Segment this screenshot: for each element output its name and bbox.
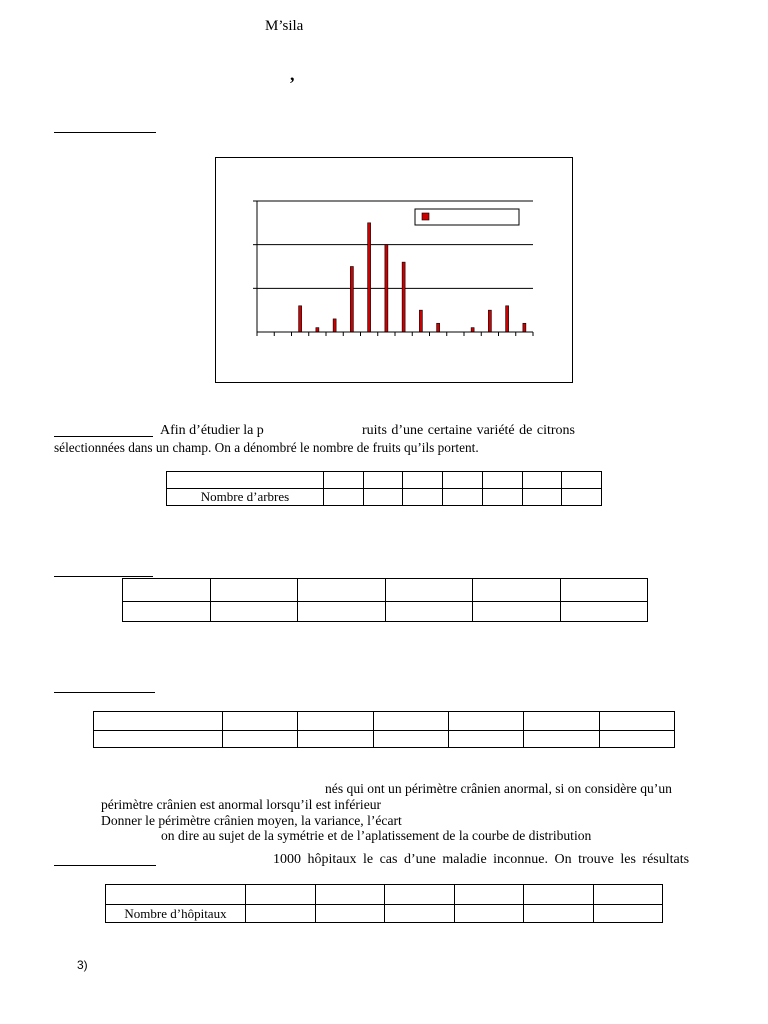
chart-bar	[350, 267, 353, 333]
table-row	[106, 885, 663, 905]
chart-bar	[402, 262, 405, 332]
table-cell	[443, 489, 483, 506]
table-cell	[385, 579, 473, 602]
legend-swatch	[422, 213, 429, 220]
table-cell	[593, 905, 663, 923]
chart-bar	[488, 310, 491, 332]
exercise-4-line4: on dire au sujet de la symétrie et de l’aplatissement de la courbe de distribution	[161, 828, 592, 843]
table-cell	[123, 579, 211, 602]
row-label-trees: Nombre d’arbres	[167, 489, 324, 506]
table-row	[106, 905, 663, 923]
chart-bar	[506, 306, 509, 332]
table-cell	[324, 472, 364, 489]
table-cell	[315, 905, 385, 923]
table-row	[94, 731, 675, 748]
hospitals-table	[105, 884, 663, 923]
legend-box	[415, 209, 519, 225]
table-cell	[599, 731, 674, 748]
chart-bar	[316, 328, 319, 332]
table-cell	[123, 602, 211, 622]
exercise-4-line2: périmètre crânien est anormal lorsqu’il est inférieur	[101, 797, 382, 812]
chart-bar	[333, 319, 336, 332]
table-cell	[385, 905, 455, 923]
chart-bar	[385, 245, 388, 332]
table-cell	[522, 472, 562, 489]
trees-fruit-table	[166, 471, 602, 506]
table-cell	[315, 885, 385, 905]
exercise-2-intro-end: ruits d’une certaine variété de citrons	[362, 423, 575, 438]
table-cell	[454, 885, 524, 905]
table-cell	[167, 472, 324, 489]
exercise-2-heading-underline	[54, 436, 153, 437]
table-cell	[454, 905, 524, 923]
row-label-hospitals: Nombre d’hôpitaux	[106, 905, 246, 923]
table-cell	[363, 489, 403, 506]
table-cell	[403, 489, 443, 506]
table-cell	[524, 712, 599, 731]
chart-bar	[299, 306, 302, 332]
chart-bar	[419, 310, 422, 332]
table-cell	[210, 602, 298, 622]
table-cell	[524, 905, 594, 923]
exercise-1-heading-underline	[54, 132, 156, 133]
table-cell	[443, 472, 483, 489]
exercise-5-heading-underline	[54, 865, 156, 866]
table-cell	[223, 731, 298, 748]
exercise-2-intro-line2: sélectionnées dans un champ. On a dénombré le nombre de fruits qu’ils portent.	[54, 440, 479, 455]
table-cell	[482, 472, 522, 489]
table-cell	[106, 885, 246, 905]
table-row	[123, 602, 648, 622]
table-cell	[403, 472, 443, 489]
table-cell	[246, 905, 316, 923]
table-cell	[482, 489, 522, 506]
exercise-4-heading-underline	[54, 692, 155, 693]
bar-chart	[216, 158, 572, 382]
table-cell	[599, 712, 674, 731]
table-cell	[385, 602, 473, 622]
chart-bars	[299, 223, 526, 332]
exercise-5-intro: 1000 hôpitaux le cas d’une maladie inconnue. On trouve les résultats	[273, 852, 690, 867]
table-cell	[94, 712, 223, 731]
table-cell	[210, 579, 298, 602]
item-number: 3)	[77, 958, 88, 972]
table-cell	[562, 472, 602, 489]
exercise-4-table	[93, 711, 675, 748]
table-cell	[373, 712, 448, 731]
table-cell	[524, 885, 594, 905]
table-cell	[524, 731, 599, 748]
header-comma: ,	[290, 64, 295, 84]
table-cell	[448, 731, 523, 748]
chart-bar	[523, 323, 526, 332]
exercise-3-heading-underline	[54, 576, 153, 577]
table-cell	[473, 579, 561, 602]
table-cell	[298, 731, 373, 748]
exercise-2-intro-start: Afin d’étudier la p	[160, 423, 264, 438]
table-cell	[522, 489, 562, 506]
table-row	[123, 579, 648, 602]
chart-legend	[415, 209, 519, 225]
table-cell	[560, 602, 648, 622]
table-cell	[298, 712, 373, 731]
table-cell	[298, 579, 386, 602]
table-cell	[560, 579, 648, 602]
table-cell	[593, 885, 663, 905]
exercise-4-line3: Donner le périmètre crânien moyen, la variance, l’écart	[101, 813, 402, 828]
table-cell	[385, 885, 455, 905]
table-cell	[94, 731, 223, 748]
chart-frame	[215, 157, 573, 383]
chart-bar	[437, 323, 440, 332]
table-row	[167, 472, 602, 489]
chart-bar	[471, 328, 474, 332]
table-cell	[223, 712, 298, 731]
table-cell	[298, 602, 386, 622]
table-cell	[363, 472, 403, 489]
table-cell	[562, 489, 602, 506]
table-row	[94, 712, 675, 731]
table-cell	[448, 712, 523, 731]
chart-bar	[368, 223, 371, 332]
exercise-3-table	[122, 578, 648, 622]
exercise-4-line1: nés qui ont un périmètre crânien anormal, si on considère qu’un	[325, 781, 672, 796]
table-cell	[324, 489, 364, 506]
table-cell	[373, 731, 448, 748]
table-cell	[473, 602, 561, 622]
table-cell	[246, 885, 316, 905]
city-header: M’sila	[265, 18, 304, 34]
table-row	[167, 489, 602, 506]
